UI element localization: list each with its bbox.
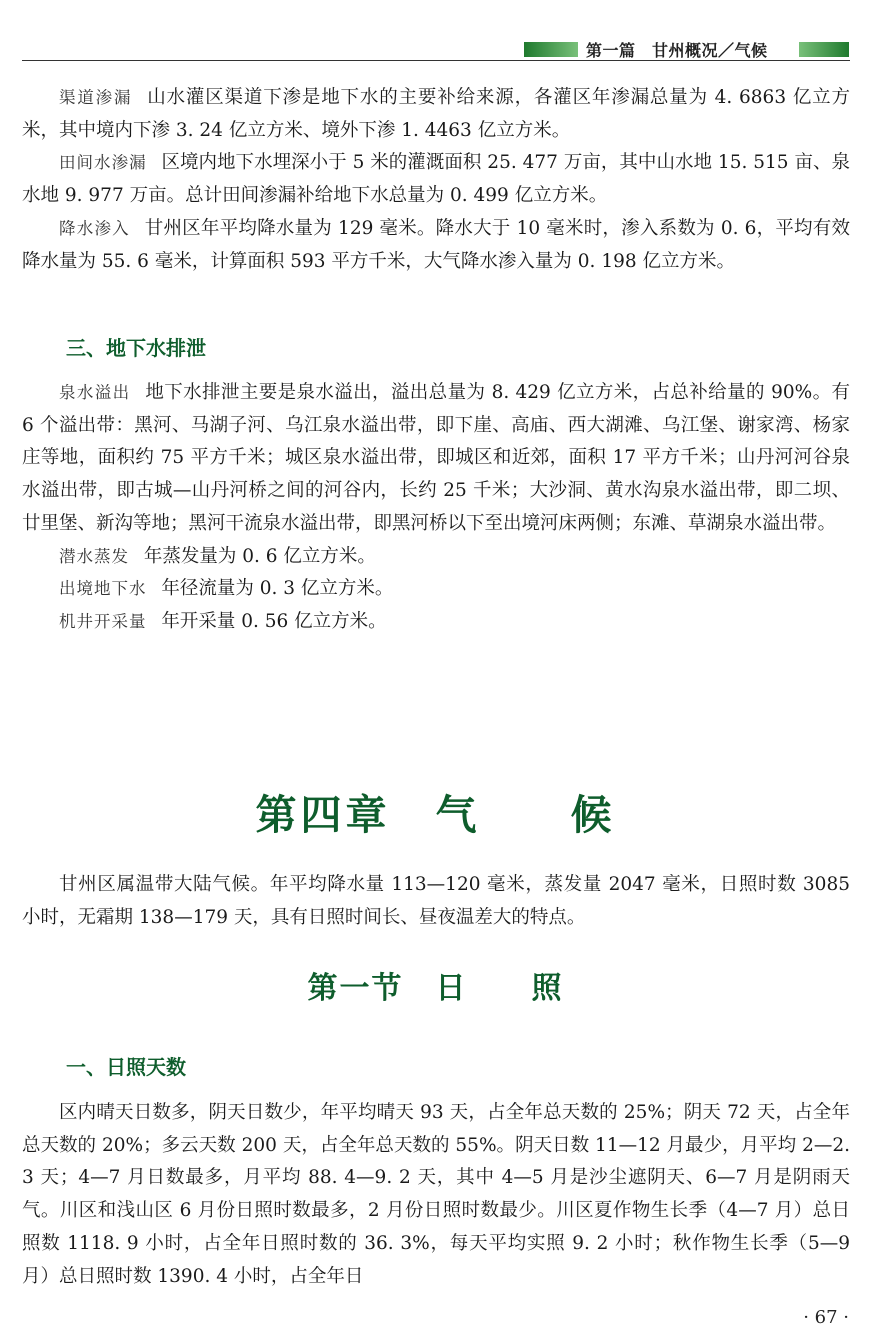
header-rule [22, 60, 850, 61]
paragraph-precipitation-infiltration [22, 213, 850, 278]
term-label: 潜水蒸发 [59, 546, 129, 566]
discharge-section [22, 377, 850, 639]
heading-groundwater-discharge: 三、地下水排泄 [66, 336, 206, 360]
sunshine-section [22, 1097, 850, 1293]
header-bar-left [524, 42, 578, 57]
paragraph-climate-intro: 甘州区属温带大陆气候。年平均降水量 113—120 毫米，蒸发量 2047 毫米，日照时数 3085 小时，无霜期 138—179 天，具有日照时间长、昼夜温差大的特点。 [22, 874, 850, 928]
term-label: 降水渗入 [59, 218, 130, 238]
paragraph-spring-overflow [22, 377, 850, 541]
section-title: 第一节 日 照 [307, 971, 564, 1006]
running-title: 第一篇 甘州概况／气候 [586, 41, 768, 60]
page-number: · 67 · [803, 1307, 849, 1328]
paragraph-well-extraction [22, 606, 850, 639]
chapter-title: 第四章 气 候 [255, 791, 616, 839]
paragraph-text: 年蒸发量为 0. 6 亿立方米。 [143, 545, 376, 567]
paragraph-text: 年开采量 0. 56 亿立方米。 [161, 610, 387, 632]
term-label: 泉水溢出 [59, 383, 131, 402]
page-header [0, 0, 871, 66]
paragraph-text: 甘州区年平均降水量为 129 毫米。降水大于 10 毫米时，渗入系数为 0. 6，平均有效降水量为 55. 6 毫米，计算面积 593 平方千米，大气降水渗入量为 0. 198 亿立方米。 [22, 217, 850, 272]
paragraph-outflow-groundwater [22, 573, 850, 606]
paragraph-field-seepage [22, 147, 850, 212]
recharge-section [22, 82, 850, 278]
paragraph-text: 年径流量为 0. 3 亿立方米。 [161, 578, 394, 600]
term-label: 渠道渗漏 [59, 88, 133, 107]
heading-sunshine-days: 一、日照天数 [66, 1055, 186, 1079]
paragraph-phreatic-evaporation [22, 541, 850, 574]
paragraph-canal-seepage [22, 82, 850, 147]
term-label: 机井开采量 [59, 611, 147, 631]
paragraph-text: 区境内地下水埋深小于 5 米的灌溉面积 25. 477 万亩，其中山水地 15. 515 亩、泉水地 9. 977 万亩。总计田间渗漏补给地下水总量为 0. 499 亿立方米。 [22, 152, 850, 207]
paragraph-text: 地下水排泄主要是泉水溢出，溢出总量为 8. 429 亿立方米，占总补给量的 90%。有 6 个溢出带：黑河、马湖子河、乌江泉水溢出带，即下崖、高庙、西大湖滩、乌江堡、谢家湾、杨家庄等地，面积约 75 平方千米；城区泉水溢出带，即城区和近郊，面积 17 平方千米；山丹河河谷泉水溢出带，即古城—山丹河桥之间的河谷内，长约 25 千米；大沙洞、黄水沟泉水溢出带，即二坝、廿里堡、新沟等地；黑河干流泉水溢出带，即黑河桥以下至出境河床两侧；东滩、草湖泉水溢出带。 [22, 382, 851, 534]
chapter-intro [22, 869, 850, 934]
term-label: 田间水渗漏 [59, 153, 147, 173]
paragraph-sunshine-days: 区内晴天日数多，阴天日数少，年平均晴天 93 天，占全年总天数的 25%；阴天 72 天，占全年总天数的 20%；多云天数 200 天，占全年总天数的 55%。阴天日数 11—12 月最少，月平均 2—2. 3 天；4—7 月日数最多，月平均 88. 4—9. 2 天，其中 4—5 月是沙尘遮阴天、6—7 月是阴雨天气。川区和浅山区 6 月份日照时数最多，2 月份日照时数最少。川区夏作物生长季（4—7 月）总日照数 1118. 9 小时，占全年日照时数的 36. 3%，每天平均实照 9. 2 小时；秋作物生长季（5—9 月）总日照时数 1390. 4 小时，占全年日 [22, 1102, 850, 1287]
term-label: 出境地下水 [59, 579, 147, 599]
paragraph-text: 山水灌区渠道下渗是地下水的主要补给来源，各灌区年渗漏总量为 4. 6863 亿立方米，其中境内下渗 3. 24 亿立方米、境外下渗 1. 4463 亿立方米。 [22, 87, 850, 141]
header-bar-right [799, 42, 849, 57]
